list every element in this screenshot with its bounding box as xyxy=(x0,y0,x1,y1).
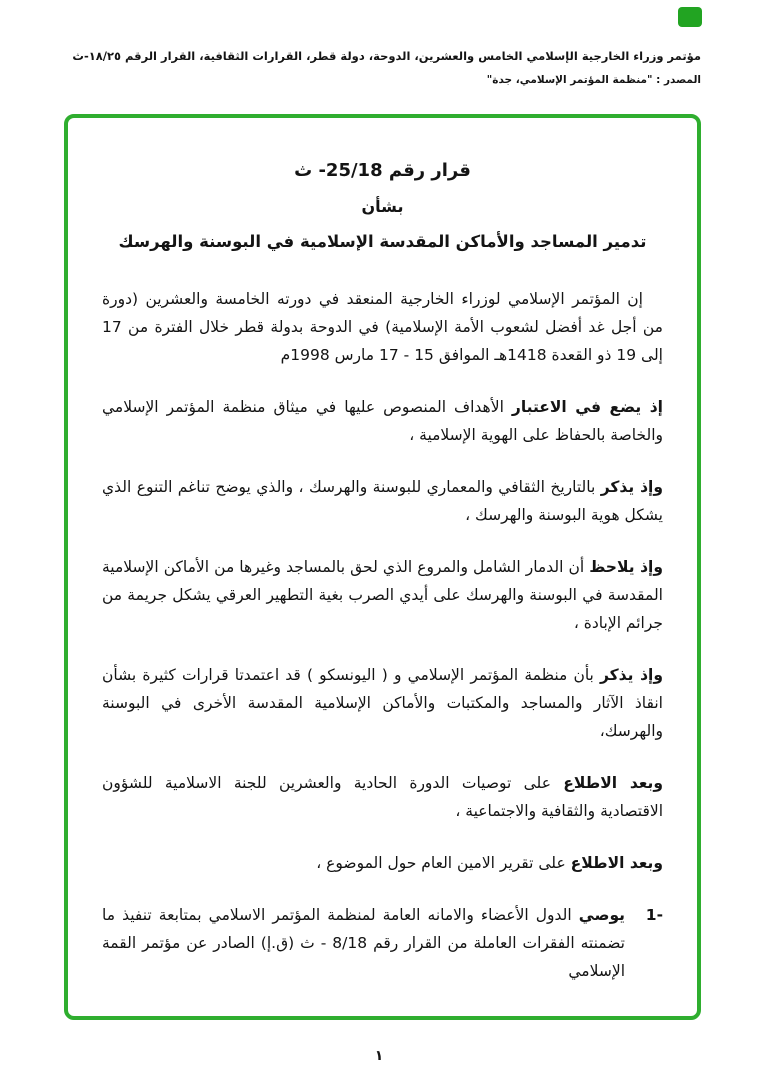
paragraph-text: على توصيات الدورة الحادية والعشرين للجنة الاسلامية للشؤون الاقتصادية والثقافية والاجتماعية ، xyxy=(102,774,663,820)
preamble-paragraph xyxy=(102,285,663,369)
item-lead: يوصي xyxy=(578,906,625,924)
document-frame xyxy=(64,114,701,1020)
paragraph-text: أن الدمار الشامل والمروع الذي لحق بالمساجد وغيرها من الأماكن الإسلامية المقدسة في البوسنة والهرسك على أيدي الصرب بغية التطهير العرقي يشكل جريمة من جرائم الإبادة ، xyxy=(102,558,663,632)
noting-paragraph xyxy=(102,553,663,637)
item-text: الدول الأعضاء والامانه العامة لمنظمة المؤتمر الاسلامي بمتابعة تنفيذ ما تضمنته الفقرات العاملة من القرار رقم 8/18 - ث (ق.إ) الصادر عن مؤتمر القمة الإسلامي xyxy=(102,906,625,980)
paragraph-lead: وبعد الاطلاع xyxy=(563,774,663,792)
document-header xyxy=(60,48,701,88)
item-body xyxy=(102,901,625,985)
page-number: ١ xyxy=(374,1048,384,1064)
header-citation: مؤتمر وزراء الخارجية الإسلامي الخامس والعشرين، الدوحة، دولة قطر، القرارات الثقافية، القرار الرقم ١٨/٢٥-ث xyxy=(72,49,701,63)
paragraph-text: إن المؤتمر الإسلامي لوزراء الخارجية المنعقد في دورته الخامسة والعشرين (دورة من أجل غد أفضل لشعوب الأمة الإسلامية) في الدوحة بدولة قطر خلال الفترة من 17 إلى 19 ذو القعدة 1418هـ الموافق 15 - 17 مارس 1998م xyxy=(102,290,663,364)
paragraph-text: الأهداف المنصوص عليها في ميثاق منظمة المؤتمر الإسلامي والخاصة بالحفاظ على الهوية الإسلامية ، xyxy=(102,398,663,444)
header-source: المصدر : "منظمة المؤتمر الإسلامي، جدة" xyxy=(486,74,701,86)
paragraph-text: بالتاريخ الثقافي والمعماري للبوسنة والهرسك ، والذي يوضح تناغم التنوع الذي يشكل هوية البوسنة والهرسك ، xyxy=(102,478,663,524)
green-marker-icon xyxy=(678,7,702,27)
recalling-resolutions-paragraph xyxy=(102,661,663,745)
item-number: -1 xyxy=(645,906,663,924)
having-reviewed-recommendations-paragraph xyxy=(102,769,663,825)
paragraph-text: على تقرير الامين العام حول الموضوع ، xyxy=(316,854,566,872)
paragraph-lead: وإذ يذكر xyxy=(600,666,663,684)
considering-paragraph xyxy=(102,393,663,449)
resolution-title: قرار رقم 25/18- ث xyxy=(294,160,471,181)
having-reviewed-report-paragraph xyxy=(102,849,663,877)
resolution-subtitle: بشأن xyxy=(361,197,404,216)
paragraph-lead: وإذ يذكر xyxy=(600,478,663,496)
paragraph-lead: وإذ يلاحظ xyxy=(589,558,663,576)
paragraph-text: بأن منظمة المؤتمر الإسلامي و ( اليونسكو ) قد اعتمدتا قرارات كثيرة بشأن انقاذ الآثار والمساجد والمكتبات والأماكن الإسلامية المقدسة الأخرى في البوسنة والهرسك، xyxy=(102,666,663,740)
paragraph-lead: إذ يضع في الاعتبار xyxy=(511,398,663,416)
resolution-subject: تدمير المساجد والأماكن المقدسة الإسلامية في البوسنة والهرسك xyxy=(118,232,647,251)
paragraph-lead: وبعد الاطلاع xyxy=(570,854,663,872)
operative-item-1 xyxy=(102,901,663,985)
recalling-paragraph xyxy=(102,473,663,529)
